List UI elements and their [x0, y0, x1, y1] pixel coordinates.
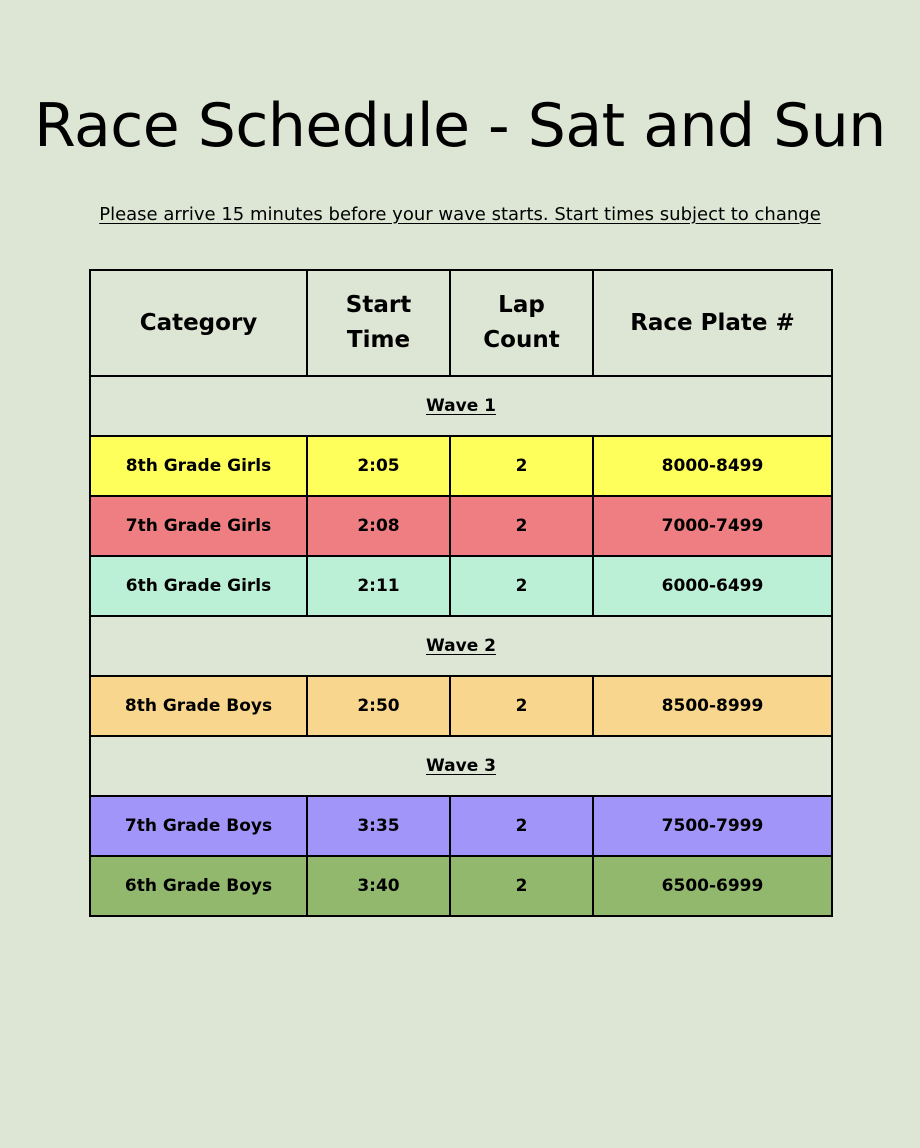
race-plate-cell: 7000-7499 [593, 496, 832, 556]
table-row [90, 676, 832, 736]
race-plate-cell: 6000-6499 [593, 556, 832, 616]
start-time-cell: 3:40 [307, 856, 450, 916]
table-header-row [90, 270, 832, 376]
wave-label: Wave 2 [426, 636, 496, 656]
category-cell: 7th Grade Girls [90, 496, 307, 556]
race-plate-cell: 6500-6999 [593, 856, 832, 916]
lap-count-cell: 2 [450, 856, 593, 916]
table-row [90, 496, 832, 556]
category-cell: 7th Grade Boys [90, 796, 307, 856]
header-start-time: Start Time [307, 270, 450, 376]
wave-label: Wave 3 [426, 756, 496, 776]
category-cell: 6th Grade Boys [90, 856, 307, 916]
start-time-cell: 2:11 [307, 556, 450, 616]
lap-count-cell: 2 [450, 796, 593, 856]
wave-header-row [90, 736, 832, 796]
lap-count-cell: 2 [450, 556, 593, 616]
wave-header-cell [90, 616, 832, 676]
lap-count-cell: 2 [450, 676, 593, 736]
header-lap-count: Lap Count [450, 270, 593, 376]
table-row [90, 556, 832, 616]
wave-header-row [90, 616, 832, 676]
race-schedule-table [89, 269, 833, 917]
table-body [90, 376, 832, 916]
race-plate-cell: 8500-8999 [593, 676, 832, 736]
category-cell: 8th Grade Girls [90, 436, 307, 496]
wave-header-cell [90, 376, 832, 436]
start-time-cell: 2:50 [307, 676, 450, 736]
category-cell: 6th Grade Girls [90, 556, 307, 616]
table-row [90, 856, 832, 916]
race-plate-cell: 7500-7999 [593, 796, 832, 856]
table-row [90, 436, 832, 496]
lap-count-cell: 2 [450, 436, 593, 496]
start-time-cell: 2:05 [307, 436, 450, 496]
start-time-cell: 2:08 [307, 496, 450, 556]
wave-header-cell [90, 736, 832, 796]
page-title: Race Schedule - Sat and Sun [34, 91, 886, 161]
category-cell: 8th Grade Boys [90, 676, 307, 736]
wave-label: Wave 1 [426, 396, 496, 416]
race-plate-cell: 8000-8499 [593, 436, 832, 496]
lap-count-cell: 2 [450, 496, 593, 556]
arrival-notice: Please arrive 15 minutes before your wave starts. Start times subject to change [99, 204, 821, 225]
start-time-cell: 3:35 [307, 796, 450, 856]
wave-header-row [90, 376, 832, 436]
header-race-plate: Race Plate # [593, 270, 832, 376]
table-row [90, 796, 832, 856]
header-category: Category [90, 270, 307, 376]
